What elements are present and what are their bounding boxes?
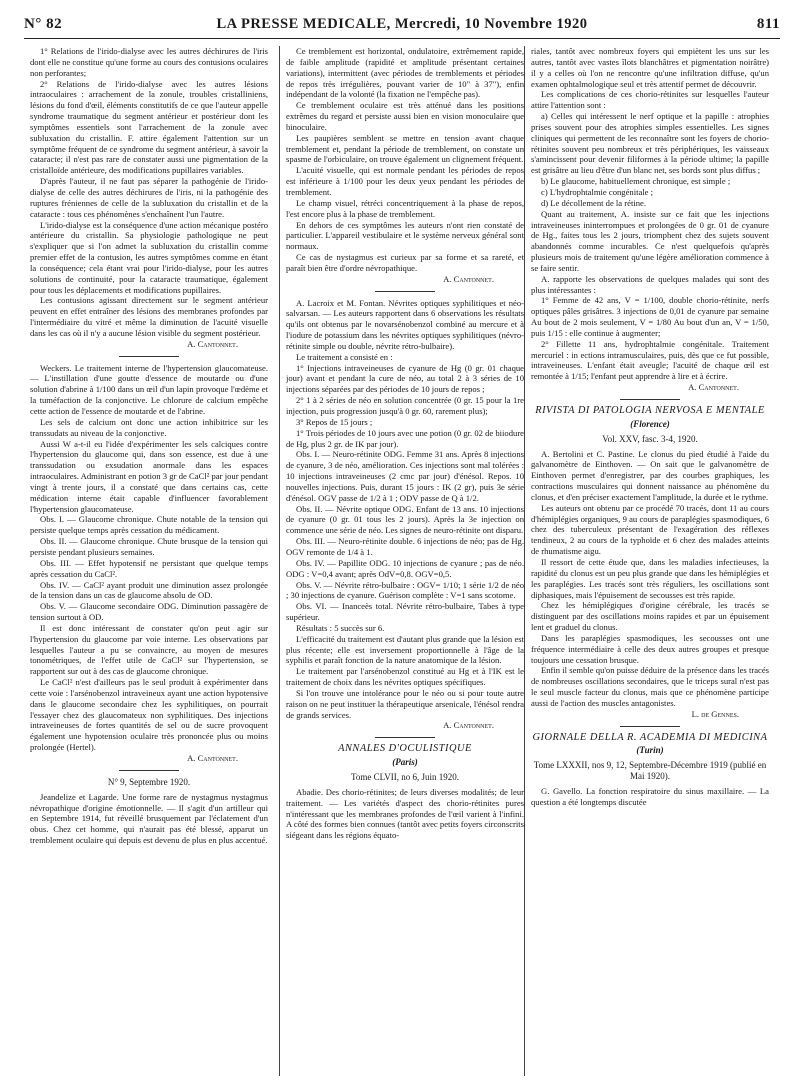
list-item: d) Le décollement de la rétine. xyxy=(541,197,646,208)
paragraph: 2° 1 à 2 séries de néo en solution concentrée (0 gr. 15 pour la 1re injection, puis progression jusqu'à 0 gr. 60, rarement plus); xyxy=(286,395,524,416)
paragraph: Le traitement a consisté en : xyxy=(296,351,393,362)
paragraph: L'efficacité du traitement est d'autant plus grande que la lésion est plus récente; elle est inversement proportionnelle à l'âge de la syphilis et paraît fonction de la nature anatomique de la lésion. xyxy=(286,633,524,666)
observation: Obs. II. — Glaucome chronique. Chute brusque de la tension qui persiste pendant plusieurs semaines. xyxy=(30,536,268,557)
observation: Obs. V. — Névrite rétro-bulbaire : OGV= 1/10; 1 série 1/2 de néo ; 30 injections de cyanure. Guérison complète : V=1 sans scotome. xyxy=(286,579,524,601)
signature: A. Cantonnet. xyxy=(187,753,238,763)
paragraph: 1° Trois périodes de 10 jours avec une potion (0 gr. 02 de biiodure de Hg, plus 2 gr. de IK par jour). xyxy=(286,427,524,449)
results: Résultats : 5 succès sur 6. xyxy=(296,622,385,633)
separator xyxy=(375,291,435,292)
section-heading: RIVISTA DI PATOLOGIA NERVOSA E MENTALE xyxy=(535,405,765,416)
signature: A. Cantonnet. xyxy=(443,720,494,731)
observation: Obs. V. — Glaucome secondaire ODG. Diminution passagère de tension surtout à OD. xyxy=(30,601,268,623)
section-city: (Florence) xyxy=(630,418,670,429)
observation: Obs. III. — Effet hypotensif ne persistant que quelque temps après cessation du CaCl². xyxy=(30,557,268,579)
page-number: 811 xyxy=(756,16,780,32)
paragraph: Les paupières semblent se mettre en tension avant chaque tremblement et, pendant la période de tremblement, on constate un spasme de l'orbiculaire, on trouve également un clignement fréquent. xyxy=(286,132,524,165)
signature: A. Cantonnet. xyxy=(688,382,739,393)
paragraph: 1° Injections intraveineuses de cyanure de Hg (0 gr. 01 chaque jour) avant et pendant la cure de néo, au total 2 à 3 séries de 10 injections séparées par des périodes de 10 jours de repos ; xyxy=(286,362,524,395)
paragraph: Ce cas de nystagmus est curieux par sa forme et sa rareté, et paraît bien être d'ordre névropathique. xyxy=(286,252,524,273)
separator xyxy=(620,726,680,727)
observation: Obs. II. — Névrite optique ODG. Enfant de 13 ans. 10 injections de cyanure (0 gr. 01 tous les 2 jours). Après la 3e injection on commence une série de néo. Les signes de neuro-rétinite ont disparu. xyxy=(286,503,524,536)
paragraph: Les contusions agissant directement sur le segment antérieur peuvent en effet entraîner des lésions des membranes profondes par l'intermédiaire du vitré et même la diminution de l'acuité visuelle dans les cas où il n'y a aucune lésion visible du segment postérieur. xyxy=(30,295,268,338)
paragraph: 1° Relations de l'irido-dialyse avec les autres déchirures de l'iris dont elle ne constitue qu'une forme au cours des contusions oculaires non perforantes; xyxy=(30,46,268,78)
article-bertolini: A. Bertolini et C. Pastine. Le clonus du pied étudié à l'aide du galvanomètre de Einthoven. — On sait que le galvanomètre de Einthoven permet d'enregistrer, par des courbes graphiques, les contractions musculaires qui donnent naissance au phénomène du clonus, et d'en préciser exactement l'amplitude, la durée et le rythme. xyxy=(531,448,769,502)
observation: Obs. IV. — CaCl² ayant produit une diminution assez prolongée de la tension dans un cas de glaucome absolu de OD. xyxy=(30,579,268,601)
paragraph: 3° Repos de 15 jours ; xyxy=(296,416,373,427)
list-item: b) Le glaucome, habituellement chronique, est simple ; xyxy=(541,176,731,187)
separator xyxy=(119,356,179,357)
article-gavello: G. Gavello. La fonction respiratoire du sinus maxillaire. — La question a été longtemps discutée xyxy=(531,786,769,807)
paragraph: L'irido-dialyse est la conséquence d'une action mécanique postéro antérieure du cristallin. Sa physiologie pathologique ne peut s'expliquer que si l'on admet la subluxation du cristallin comme premier effet de la contusion, les autres symptômes comme en étant la conséquence; cela étant vrai pour l'irido-dialyse, pour les autres solutions de continuité, pour la cataracte traumatique, également pour tous les déplacements et modifications pupillaires. xyxy=(30,219,268,295)
list-item: c) L'hydrophtalmie congénitale ; xyxy=(541,186,654,197)
paragraph: Quant au traitement, A. insiste sur ce fait que les injections intraveineuses ininterrompues et prolongées de 0 gr. 01 de cyanure de Hg., faites tous les 2 jours, triomphent chez des sujets souvent abandonnés comme incurables. Ce n'est quelquefois qu'après plusieurs mois de traitement qu'une légère amélioration commence à se faire sentir. xyxy=(531,208,769,273)
article-jeandelize: Jeandelize et Lagarde. Une forme rare de nystagmus nystagmus névropathique d'origine émotionnelle. — Il s'agit d'un artilleur qui en Septembre 1914, fut réveillé brusquement par l'éclatement d'un obus. Chez cet homme, qui n'aurait pas été blessé, apparut un tremblement oculaire qui depuis est devenu de plus en plus accentué. xyxy=(30,791,268,846)
paragraph: 2° Relations de l'irido-dialyse avec les autres lésions intraoculaires : arrachement de la zonule, troubles cristalliniens, lésions du fond d'œil, éléments constitutifs de ce que l'auteur appelle syndrome traumatique du segment antérieur et postérieur dont les symptômes essentiels sont l'arrachement de la zonule avec subluxation du cristallin. F. attire également l'attention sur un symptôme fréquent de ce syndrome du segment antérieur, à savoir la cataracte; il n'est pas rare de constater aussi une pigmentation de la cristalloïde antérieure, des modifications pupillaires variables. xyxy=(30,78,268,176)
paragraph: Ce tremblement est horizontal, ondulatoire, extrêmement rapide, de faible amplitude (rapidité et amplitude présentant certaines variations), intermittent (avec périodes de tremblements et périodes de repos très irrégulières, pouvant varier de 10" à 37"), enfin indépendant de la volonté (la fixation ne l'empêche pas). xyxy=(286,46,524,100)
paragraph: Le traitement par l'arsénobenzol constitué au Hg et à l'IK est le traitement de choix dans les névrites optiques spécifiques. xyxy=(286,666,524,688)
section-city: (Paris) xyxy=(392,757,418,768)
paragraph: Ce tremblement oculaire est très atténué dans les positions extrêmes du regard et persiste aussi bien en vision monoculaire que binoculaire. xyxy=(286,100,524,132)
paragraph: Enfin il semble qu'on puisse déduire de la présence dans les tracés de nombreuses oscillations secondaires, que le triceps sural n'est pas le seul muscle facteur du clonus, mais que ce phénomène participe aussi de l'action des muscles antagonistes. xyxy=(531,665,769,708)
paragraph: L'acuité visuelle, qui est normale pendant les périodes de repos est inférieure à 1/100 pour les deux yeux pendant les périodes de tremblement. xyxy=(286,165,524,197)
separator xyxy=(620,399,680,400)
paragraph: En dehors de ces symptômes les auteurs n'ont rien constaté de particulier. L'appareil vestibulaire et le système nerveux général sont normaux. xyxy=(286,219,524,252)
issue-number: N° 82 xyxy=(24,16,63,32)
observation: Obs. I. — Neuro-rétinite ODG. Femme 31 ans. Après 8 injections de cyanure, 3 de néo, amélioration. Ces injections sont mal tolérées : 10 injections intraveineuses (2 cmc par jour) d'énésol. Repos. 10 nouvelles injections. Puis, durant 15 jours : IK (2 gr), puis 3e série d'énésol. OGV passe de 1/2 à 1 ; ODV passe de Q à 1/2. xyxy=(286,449,524,503)
separator xyxy=(375,737,435,738)
paragraph: Le champ visuel, rétréci concentriquement à la phase de repos, l'est encore plus à la phase de tremblement. xyxy=(286,197,524,219)
paragraph: A. rapporte les observations de quelques malades qui sont des plus intéressantes : xyxy=(531,273,769,295)
separator xyxy=(119,770,179,771)
issue-line: Tome LXXXII, nos 9, 12, Septembre-Décembre 1919 (publié en Mai 1920). xyxy=(533,760,767,782)
paragraph: Dans les paraplégies spasmodiques, les secousses ont une fréquence intermédiaire à celle des deux autres groupes et presque toujours une cessation brusque. xyxy=(531,632,769,665)
paragraph: D'après l'auteur, il ne faut pas séparer la pathogénie de l'irido-dialyse de celle des autres déchirures de l'iris, ni la pathogénie des ruptures fréniennes de celle de la subluxation du cristallin et de la cataracte : tous ces phénomènes s'enchaînent l'un l'autre. xyxy=(30,176,268,219)
observation: Obs. I. — Glaucome chronique. Chute notable de la tension qui persiste quelque temps après cessation du médicament. xyxy=(30,514,268,536)
article-weckers: Weckers. Le traitement interne de l'hypertension glaucomateuse. — L'instillation d'une goutte d'essence de moutarde ou d'une solution d'abrine à 1/100 dans un œil d'un lapin provoque l'œdème et la tuméfaction de la conjonctive. Le chlorure de calcium empêche cette action de l'essence de moutarde et de l'abrine. xyxy=(30,362,268,416)
paragraph: Il ressort de cette étude que, dans les maladies infectieuses, la rapidité du clonus est un peu plus grande que dans les hémiplégies et les paraplégies. Les tracés sont très réguliers, les oscillations sont diphasiques, mais l'épuisement de secousses est très rapide. xyxy=(531,556,769,600)
issue-line: Vol. XXV, fasc. 3-4, 1920. xyxy=(602,433,698,444)
column-2 xyxy=(286,46,524,1076)
paragraph: Aussi W a-t-il eu l'idée d'expérimenter les sels calciques contre l'hypertension du glaucome qui, dans son essence, est due à une transsudation ou exsudation anormale dans les espaces intraoculaires. Administrant en potion 3 gr de CaCl² par jour pendant vingt à trente jours, il a constaté que dans certains cas, cette médication interne était capable d'influencer favorablement l'hypertension glaucomateuse. xyxy=(30,438,268,514)
paragraph: Le CaCl² n'est d'ailleurs pas le seul produit à expérimenter dans cette voie : l'arsénobenzol intraveineux ayant une action hypotensive dans le glaucome secondaire chez les syphilitiques, on pourrait l'essayer chez des glaucomateux non syphilitiques. Des injections intraveineuses de fortes quantités de sel ou de sucre provoquent également une hypotension oculaire très prononcée plus ou moins prolongée (Hertel). xyxy=(30,677,268,753)
column-rule xyxy=(524,46,525,1076)
paragraph: Les sels de calcium ont donc une action inhibitrice sur les transsudats au niveau de la conjonctive. xyxy=(30,416,268,438)
paragraph: Les auteurs ont obtenu par ce procédé 70 tracés, dont 11 au cours d'hémiplégies organiques, 9 au cours de paraplégies spasmodiques, 6 chez des tuberculeux présentant de l'exagération des réflexes tendineux, 2 au cours de la typhoïde et 6 chez des malades atteints de rhumatisme aigu. xyxy=(531,502,769,557)
column-3 xyxy=(531,46,769,1076)
page-header xyxy=(24,14,780,39)
issue-line: N° 9, Septembre 1920. xyxy=(107,776,191,787)
signature: A. Cantonnet. xyxy=(443,273,494,284)
article-lacroix: A. Lacroix et M. Fontan. Névrites optiques syphilitiques et néo-salvarsan. — Les auteurs rapportent dans 6 observations les résultats qu'ils ont obtenus par le novarsénobenzol combiné au mercure et à l'iodure de potassium dans les névrites optiques syphilitiques (névro-rétinite simple ou double, névrite rétro-bulbaire). xyxy=(286,297,524,351)
observation: Obs. IV. — Papillite ODG. 10 injections de cyanure ; pas de néo. ODG : V=0,4 avant; après OdV=0,8. OGV=0,5. xyxy=(286,557,524,579)
article-abadie: Abadie. Des chorio-rétinites; de leurs diverses modalités; de leur traitement. — Les variétés d'aspect des chorio-rétinites pures n'intéressant que les membranes profondes de l'œil varient à l'infini. A côté des formes bien connues (tantôt avec petits foyers circonscrits siégeant dans les régions équato- xyxy=(286,786,524,841)
paragraph: Les complications de ces chorio-rétinites sur lesquelles l'auteur attire l'attention sont : xyxy=(531,89,769,111)
section-heading: ANNALES D'OCULISTIQUE xyxy=(338,743,472,755)
observation: 1° Femme de 42 ans, V = 1/100, double chorio-rétinite, nerfs optiques pâles grisâtres. 3 injections de 0,01 de cyanure par semaine Au bout de 2 mois seulement, V = 1/80 Au bout d'un an, V = 1/50, puis 1/15 : elle continue à augmenter; xyxy=(531,295,769,338)
list-item: a) Celles qui intéressent le nerf optique et la papille : atrophies prises souvent pour des atrophies simples essentielles. Les signes cliniques qui permettent de les reconnaître sont les foyers de chorio-rétinites souvent peu nombreux et très périphériques, les vaisseaux s'amincissent pour devenir filiformes à la période ultime; la papille est grisâtre au lieu d'être d'un blanc net, ses bords sont plus diffus ; xyxy=(531,111,769,176)
observation: Obs. VI. — Inanceès total. Névrite rétro-bulbaire, Tabes à type supérieur. xyxy=(286,601,524,623)
issue-line: Tome CLVII, no 6, Juin 1920. xyxy=(350,772,460,782)
observation: Obs. III. — Neuro-rétinite double. 6 injections de néo; pas de Hg. OGV remonte de 1/4 à 1. xyxy=(286,536,524,557)
section-city: (Turin) xyxy=(636,745,664,756)
observation: 2° Fillette 11 ans, hydrophtalmie congénitale. Traitement mercuriel : in ections intramusculaires, puis, dès que ce fut possible, intraveineuses. L'enfant était aveugle; l'acuité de chaque œil est remontée à 1/15; l'enfant peut apprendre à lire et à écrire. xyxy=(531,338,769,382)
section-heading: GIORNALE DELLA R. ACADEMIA DI MEDICINA xyxy=(532,731,768,743)
paragraph: Il est donc intéressant de constater qu'on peut agir sur l'hypertension du glaucome par voie interne. Les observations par lesquelles l'auteur a pu se convaincre, au moyen de mesures tonométriques, de l'effet utile de CaCl² sur l'hypertension, se rapportent sur out à des cas de glaucome chronique. xyxy=(30,622,268,677)
paragraph: Chez les hémiplégiques d'origine cérébrale, les tracés se distinguent par des oscillations moins rapides et par un épuisement lent et graduel du clonus. xyxy=(531,600,769,633)
paragraph: Si l'on trouve une intolérance pour le néo ou si pour toute autre raison on ne peut instituer la thérapeutique arsenicale, l'énésol rendra de grands services. xyxy=(286,687,524,720)
column-1 xyxy=(30,46,268,1076)
signature: A. Cantonnet. xyxy=(187,338,238,349)
column-rule xyxy=(279,46,280,1076)
signature: L. de Gennes. xyxy=(691,708,739,719)
paragraph: riales, tantôt avec nombreux foyers qui empiètent les uns sur les autres, tantôt avec vastes îlots blanchâtres et pigmentation noirâtre) il y a celles où l'on ne rencontre qu'une infiltration diffuse, qu'un examen ophtalmologique seul et très attentif permet de découvrir. xyxy=(531,46,769,89)
journal-title: LA PRESSE MEDICALE, Mercredi, 10 Novembre 1920 xyxy=(216,16,588,32)
